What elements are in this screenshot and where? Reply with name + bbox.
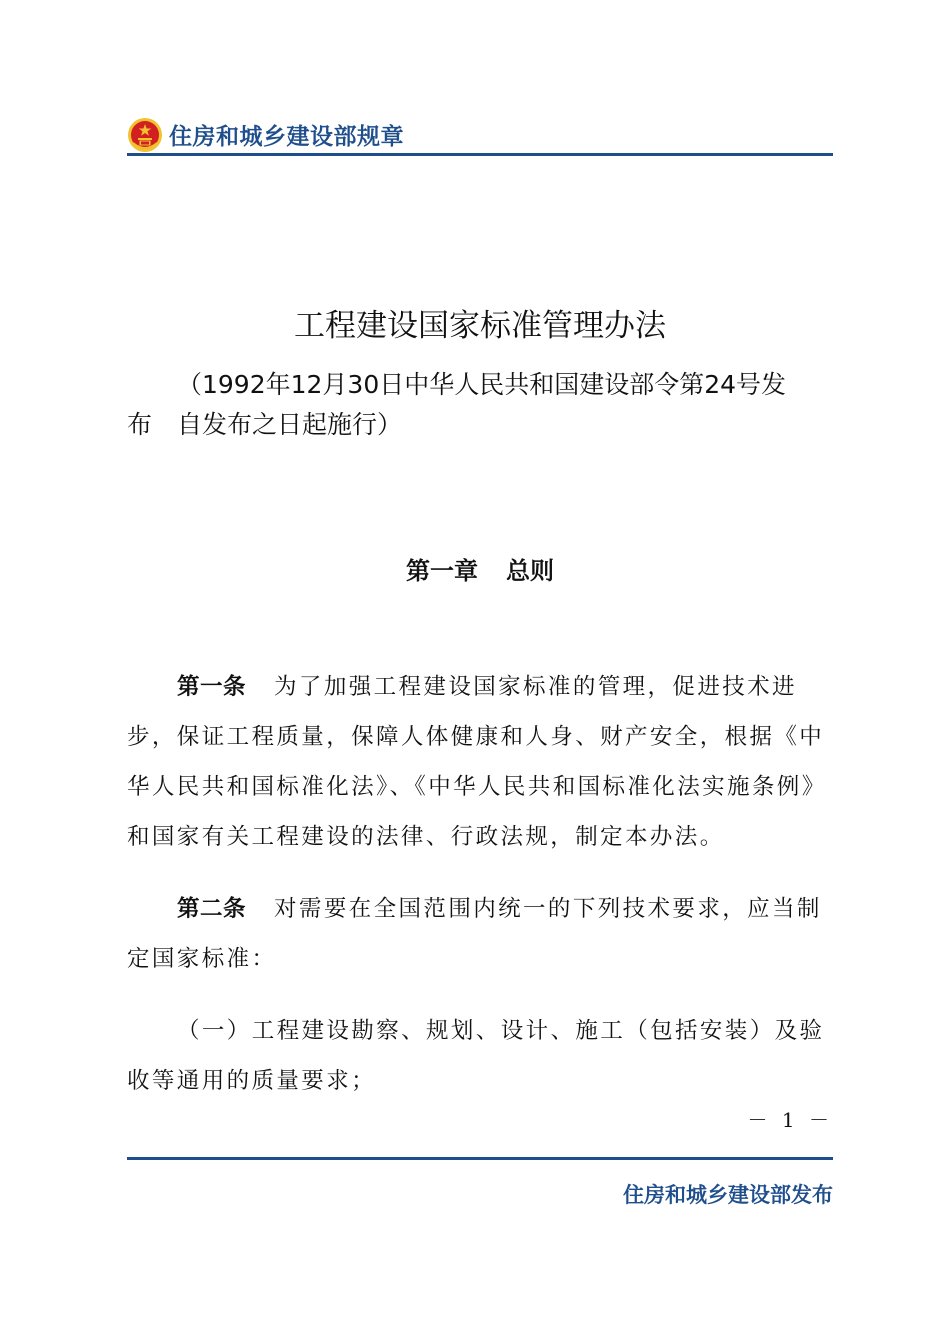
chapter-name: 总则 xyxy=(506,557,554,585)
paragraph-line: 收等通用的质量要求； xyxy=(127,1068,377,1094)
chapter-number: 第一章 xyxy=(406,557,478,585)
paragraph-line: （一）工程建设勘察、规划、设计、施工（包括安装）及验 xyxy=(177,1018,825,1044)
article-1 xyxy=(127,662,833,862)
list-item xyxy=(127,1006,833,1106)
paragraph-text: 为了加强工程建设国家标准的管理，促进技术进 xyxy=(274,674,797,700)
footer-divider xyxy=(127,1157,833,1160)
header-divider xyxy=(127,153,833,156)
article-label: 第二条 xyxy=(177,896,247,922)
page-number: － 1 － xyxy=(747,1108,833,1132)
paragraph-line: 定国家标准： xyxy=(127,946,277,972)
paragraph-line: 步，保证工程质量，保障人体健康和人身、财产安全，根据《中 xyxy=(127,724,825,750)
page-header xyxy=(127,114,833,154)
chapter-heading xyxy=(127,551,833,586)
paragraph-text: 对需要在全国范围内统一的下列技术要求，应当制 xyxy=(274,896,822,922)
document-title: 工程建设国家标准管理办法 xyxy=(294,308,666,344)
national-emblem-icon xyxy=(127,117,163,153)
paragraph-line: 和国家有关工程建设的法律、行政法规，制定本办法。 xyxy=(127,824,725,850)
subtitle-line: 布 自发布之日起施行） xyxy=(127,410,403,439)
article-label: 第一条 xyxy=(177,674,247,700)
paragraph-line: 华人民共和国标准化法》、《中华人民共和国标准化法实施条例》 xyxy=(127,774,827,800)
paragraph-line xyxy=(127,662,833,712)
footer-publisher: 住房和城乡建设部发布 xyxy=(623,1183,833,1207)
header-title: 住房和城乡建设部规章 xyxy=(169,124,404,150)
article-2 xyxy=(127,884,833,984)
paragraph-line xyxy=(127,884,833,934)
subtitle-line: （1992年12月30日中华人民共和国建设部令第24号发 xyxy=(177,370,787,399)
document-subtitle xyxy=(127,365,833,445)
